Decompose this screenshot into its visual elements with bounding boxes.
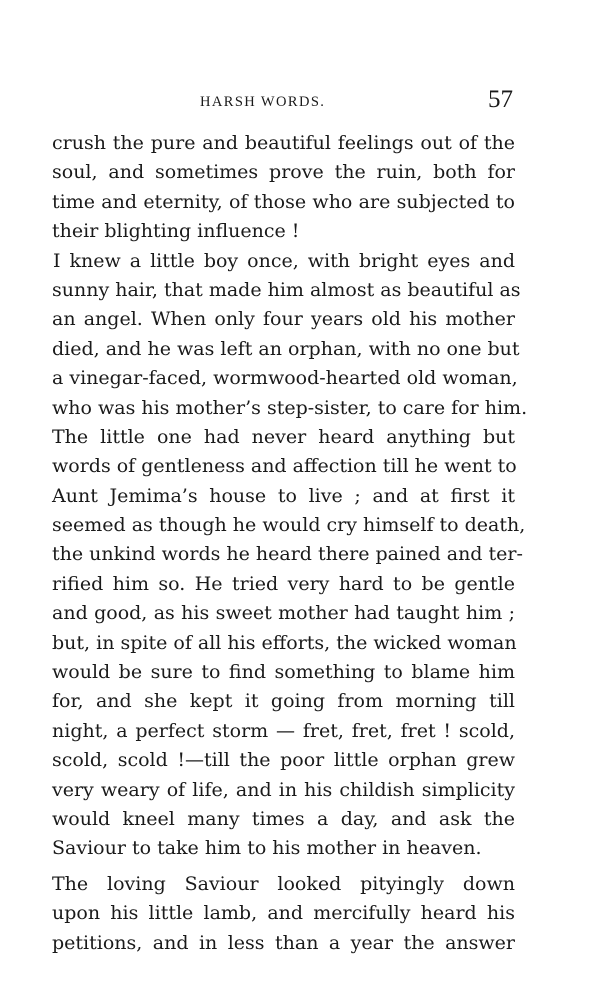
text-line: time and eternity, of those who are subjected to [52,190,515,213]
text-line: their blighting influence ! [52,220,300,243]
text-line: the unkind words he heard there pained and ter- [52,543,523,566]
text-line: scold, scold !—till the poor little orphan grew [52,749,515,772]
text-line: Aunt Jemima’s house to live ; and at first it [52,484,515,507]
text-line: night, a perfect storm — fret, fret, fret ! scold, [52,719,515,742]
page-number: 57 [488,86,513,113]
text-line: an angel. When only four years old his mother [52,308,515,331]
text-line: petitions, and in less than a year the answer [52,931,515,954]
text-line: The little one had never heard anything but [52,425,515,448]
text-line: The loving Saviour looked pityingly down [52,872,515,895]
text-line: and good, as his sweet mother had taught him ; [52,602,515,625]
text-line: would kneel many times a day, and ask the [52,807,515,830]
body-text [52,129,528,958]
text-line: crush the pure and beautiful feelings out of the [52,132,515,154]
text-line: but, in spite of all his efforts, the wicked woman [52,631,517,654]
running-title: HARSH WORDS. [200,94,326,110]
text-line: who was his mother’s step-sister, to care for him. [52,396,528,419]
text-line: rified him so. He tried very hard to be gentle [52,572,515,595]
text-line: upon his little lamb, and mercifully heard his [52,902,515,925]
text-line: a vinegar-faced, wormwood-hearted old woman, [52,367,518,390]
text-line: for, and she kept it going from morning till [52,690,515,713]
text-line: Saviour to take him to his mother in heaven. [52,837,482,860]
text-line: very weary of life, and in his childish simplicity [52,778,515,801]
text-line: soul, and sometimes prove the ruin, both for [52,161,515,184]
running-head [0,86,606,118]
text-line: seemed as though he would cry himself to death, [52,514,526,537]
text-line: sunny hair, that made him almost as beautiful as [52,278,521,301]
text-line: would be sure to find something to blame him [52,661,515,684]
text-line: words of gentleness and affection till he went to [52,455,517,478]
text-line: I knew a little boy once, with bright eyes and [53,249,515,272]
text-line: died, and he was left an orphan, with no one but [52,337,520,360]
